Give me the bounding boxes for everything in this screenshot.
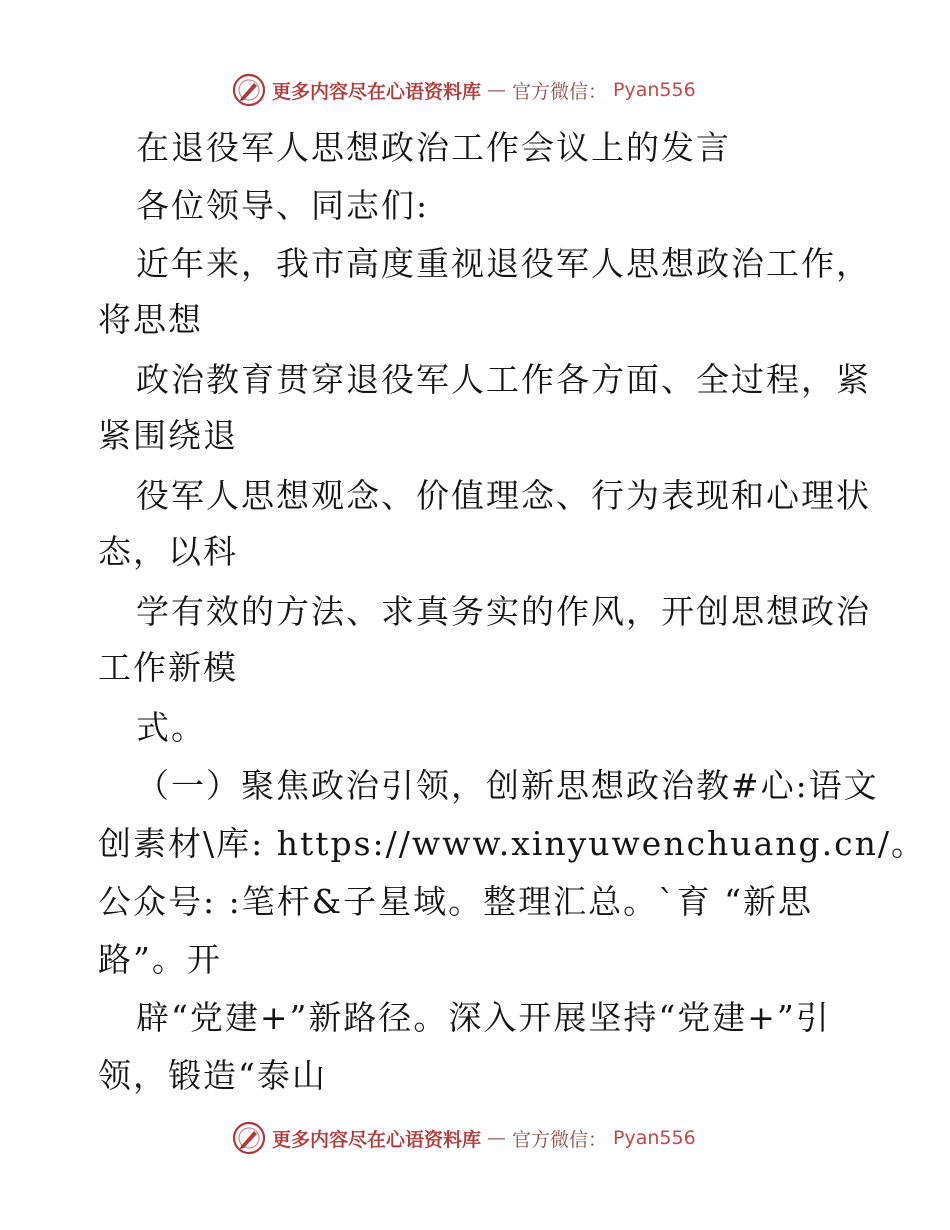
- paragraph-line: 路”。开: [98, 940, 222, 979]
- watermark-footer: [232, 1120, 732, 1156]
- paragraph-line: 辟“党建+”新路径。深入开展坚持“党建+”引: [136, 998, 831, 1037]
- pen-logo-icon: [232, 1121, 266, 1155]
- paragraph-line: 公众号: :笔杆&子星域。整理汇总。`育 “新思: [98, 882, 813, 921]
- watermark-wechat-label: 官方微信：: [512, 1128, 608, 1151]
- paragraph-line: 领，锻造“泰山: [98, 1056, 327, 1095]
- watermark-wechat-id: Pyan556: [613, 1127, 696, 1149]
- watermark-brand: 更多内容尽在心语资料库: [272, 1128, 482, 1151]
- salutation: 各位领导、同志们:: [136, 186, 430, 225]
- paragraph-line: 役军人思想观念、价值理念、行为表现和心理状: [136, 476, 871, 515]
- paragraph-line: 学有效的方法、求真务实的作风，开创思想政治: [136, 592, 871, 631]
- paragraph-line: 近年来，我市高度重视退役军人思想政治工作，: [136, 244, 871, 283]
- paragraph-line: 创素材\库: https://www.xinyuwenchuang.cn/。: [98, 824, 926, 863]
- pen-logo-icon: [232, 73, 266, 107]
- watermark-separator: —: [487, 79, 507, 101]
- watermark-wechat-label: 官方微信：: [512, 80, 608, 103]
- watermark-separator: —: [487, 1127, 507, 1149]
- paragraph-line: 式。: [136, 708, 206, 747]
- section-heading-line: （一）聚焦政治引领，创新思想政治教#心:语文: [136, 766, 879, 805]
- paragraph-line: 工作新模: [98, 648, 238, 687]
- document-title: 在退役军人思想政治工作会议上的发言: [136, 128, 731, 167]
- paragraph-line: 将思想: [98, 300, 203, 339]
- paragraph-line: 态，以科: [98, 532, 238, 571]
- watermark-wechat-id: Pyan556: [613, 79, 696, 101]
- paragraph-line: 政治教育贯穿退役军人工作各方面、全过程，紧: [136, 360, 871, 399]
- paragraph-line: 紧围绕退: [98, 416, 238, 455]
- watermark-brand: 更多内容尽在心语资料库: [272, 80, 482, 103]
- watermark-header: [232, 72, 732, 108]
